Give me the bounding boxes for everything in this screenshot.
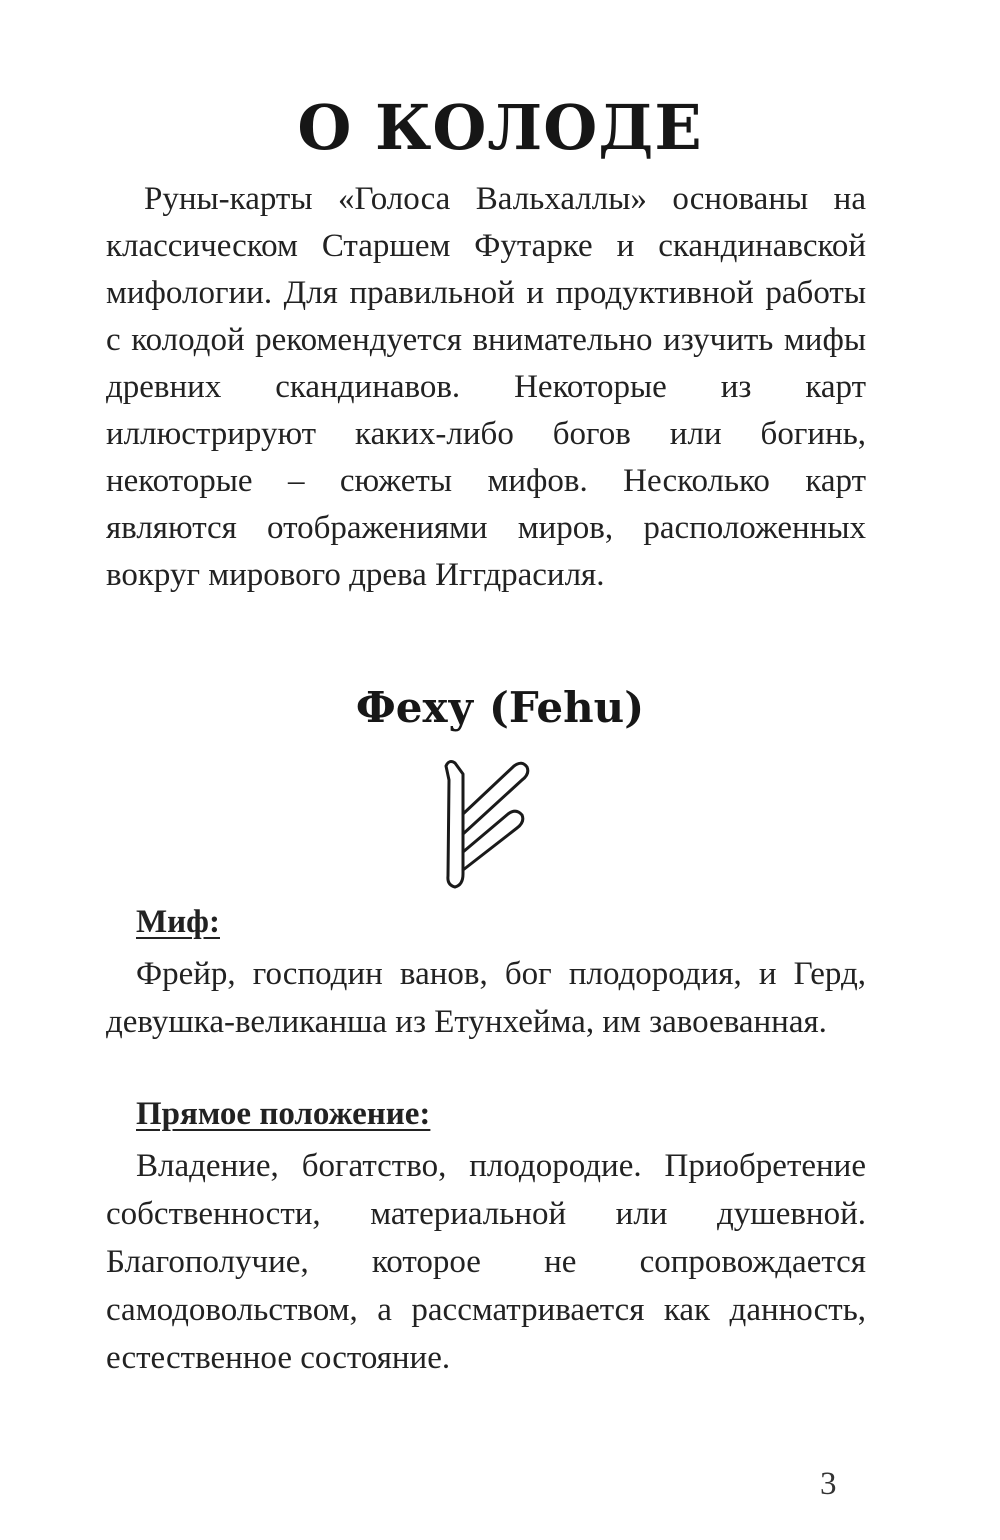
myth-label: Миф: [136, 904, 220, 940]
myth-text: Фрейр, господин ванов, бог плодородия, и Герд, девушка-великанша из Етунхейма, им завоеванная. [106, 956, 866, 1040]
intro-paragraph: Руны-карты «Голоса Вальхаллы» основаны на классическом Старшем Футарке и скандинавской мифологии. Для правильной и продуктивной работы с колодой рекомендуется внимательно изучить мифы древних скандинавов. Некоторые из карт иллюстрируют каких-либо богов или богинь, некоторые – сюжеты мифов. Несколько карт являются отображениями миров, расположенных вокруг мирового древа Иггдрасиля. [106, 181, 866, 593]
page-title: О КОЛОДЕ [297, 91, 703, 164]
upright-position-text: Владение, богатство, плодородие. Приобретение собственности, материальной или душевной. Благополучие, которое не сопровождается самодовольством, а рассматривается как данность, естественное состояние. [106, 1148, 866, 1376]
rune-title: Феху (Fehu) [355, 683, 645, 732]
upright-position-label: Прямое положение: [136, 1096, 431, 1132]
page-number: 3 [820, 1466, 837, 1502]
fehu-rune-icon [436, 754, 536, 890]
